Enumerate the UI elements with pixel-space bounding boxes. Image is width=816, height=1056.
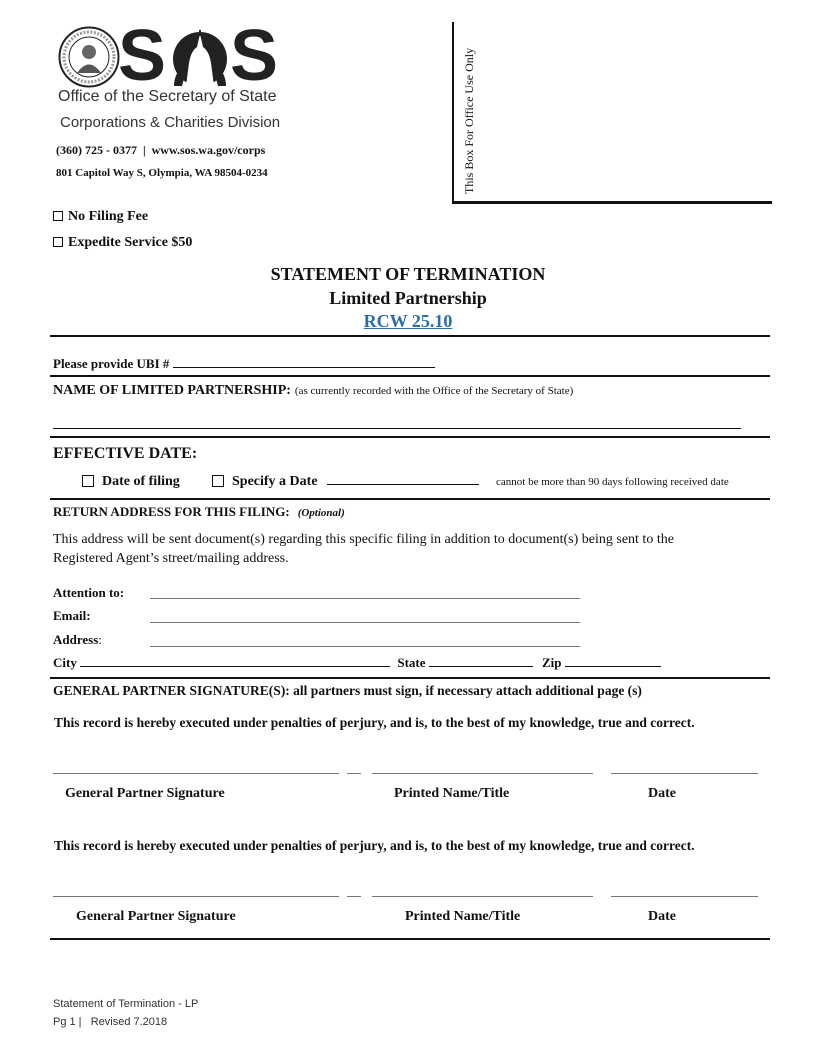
signatures-header: GENERAL PARTNER SIGNATURE(S): all partners must sign, if necessary attach additional page (s) [53,683,642,698]
printed-name-label-1: Printed Name/Title [394,786,510,801]
divider [50,938,770,940]
divider [50,436,770,438]
date-label-2: Date [648,909,676,924]
address-label-wrap [53,632,102,648]
signature-input-2[interactable] [53,896,339,897]
signature-input-1[interactable] [53,773,339,774]
divider [50,498,770,500]
name-section-header [53,381,573,399]
printed-name-label-2: Printed Name/Title [405,909,521,924]
printed-name-input-1[interactable] [372,773,593,774]
ubi-label: Please provide UBI # [53,356,170,371]
address-colon: : [98,632,102,647]
city-label: City [53,655,77,670]
ubi-row [53,356,435,372]
divider [50,677,770,679]
return-address-header [53,503,345,521]
office-use-label: This Box For Office Use Only [462,47,476,194]
city-input[interactable] [80,666,390,667]
contact-phone-web: (360) 725 - 0377 | www.sos.wa.gov/corps [56,143,266,157]
separator-dash [347,773,361,774]
address-label: Address [53,632,99,647]
printed-name-input-2[interactable] [372,896,593,897]
expedite-service-checkbox[interactable] [53,237,63,247]
form-title: STATEMENT OF TERMINATION [270,264,546,284]
specify-date-option[interactable] [212,474,479,490]
partnership-name-input[interactable] [53,428,741,429]
attention-input[interactable] [150,598,580,599]
date-of-filing-option[interactable] [82,474,180,490]
separator-dash [347,896,361,897]
attestation-text-2: This record is hereby executed under penalties of perjury, and is, to the best of my knowledge, true and correct. [54,838,695,853]
zip-input[interactable] [565,666,661,667]
return-address-description: This address will be sent document(s) regarding this specific filing in addition to document(s) being sent to the Registered Agent’s street/mailing address. [53,532,674,566]
specify-date-label: Specify a Date [232,474,318,489]
office-use-box [452,22,772,204]
expedite-service-option[interactable] [53,235,192,251]
divider [50,335,770,337]
date-label-1: Date [648,786,676,801]
rcw-link[interactable]: RCW 25.10 [363,311,453,331]
signature-label-1: General Partner Signature [65,786,225,801]
office-name: Office of the Secretary of State [58,88,277,105]
date-of-filing-checkbox[interactable] [82,475,94,487]
return-address-label: RETURN ADDRESS FOR THIS FILING: [53,504,290,519]
no-filing-fee-checkbox[interactable] [53,211,63,221]
date-input-2[interactable] [611,896,758,897]
footer-page-revision: Pg 1 | Revised 7.2018 [53,1016,168,1028]
expedite-service-label: Expedite Service $50 [68,235,193,250]
city-state-zip-row [53,655,661,671]
attestation-text-1: This record is hereby executed under penalties of perjury, and is, to the best of my knowledge, true and correct. [54,715,695,730]
capitol-dome-icon [168,28,232,86]
address-input[interactable] [150,646,580,647]
no-filing-fee-label: No Filing Fee [68,209,149,224]
ubi-input[interactable] [173,367,435,368]
division-name: Corporations & Charities Division [60,114,281,131]
footer-doc-name: Statement of Termination - LP [53,998,199,1010]
form-subtitle: Limited Partnership [329,288,487,308]
sos-logo [56,16,296,136]
specify-date-input[interactable] [327,484,479,485]
state-seal-icon [58,26,120,88]
state-label: State [397,655,426,670]
divider [50,375,770,377]
effective-date-note: cannot be more than 90 days following received date [496,476,729,488]
zip-label: Zip [542,655,562,670]
return-address-optional: (Optional) [297,507,345,519]
contact-address: 801 Capitol Way S, Olympia, WA 98504-0234 [56,167,268,179]
no-filing-fee-option[interactable] [53,209,148,225]
specify-date-checkbox[interactable] [212,475,224,487]
state-input[interactable] [429,666,533,667]
logo-letter-s2: S [230,16,279,96]
signature-label-2: General Partner Signature [76,909,236,924]
attention-label: Attention to: [53,585,125,600]
date-input-1[interactable] [611,773,758,774]
rcw-link-wrap [0,311,816,332]
logo-letter-s1: S [118,16,167,96]
name-section-note: (as currently recorded with the Office of the Secretary of State) [294,385,574,397]
effective-date-label: EFFECTIVE DATE: [53,445,198,462]
date-of-filing-label: Date of filing [102,474,180,489]
name-section-label: NAME OF LIMITED PARTNERSHIP: [53,383,291,398]
email-label: Email: [53,608,91,623]
email-input[interactable] [150,622,580,623]
